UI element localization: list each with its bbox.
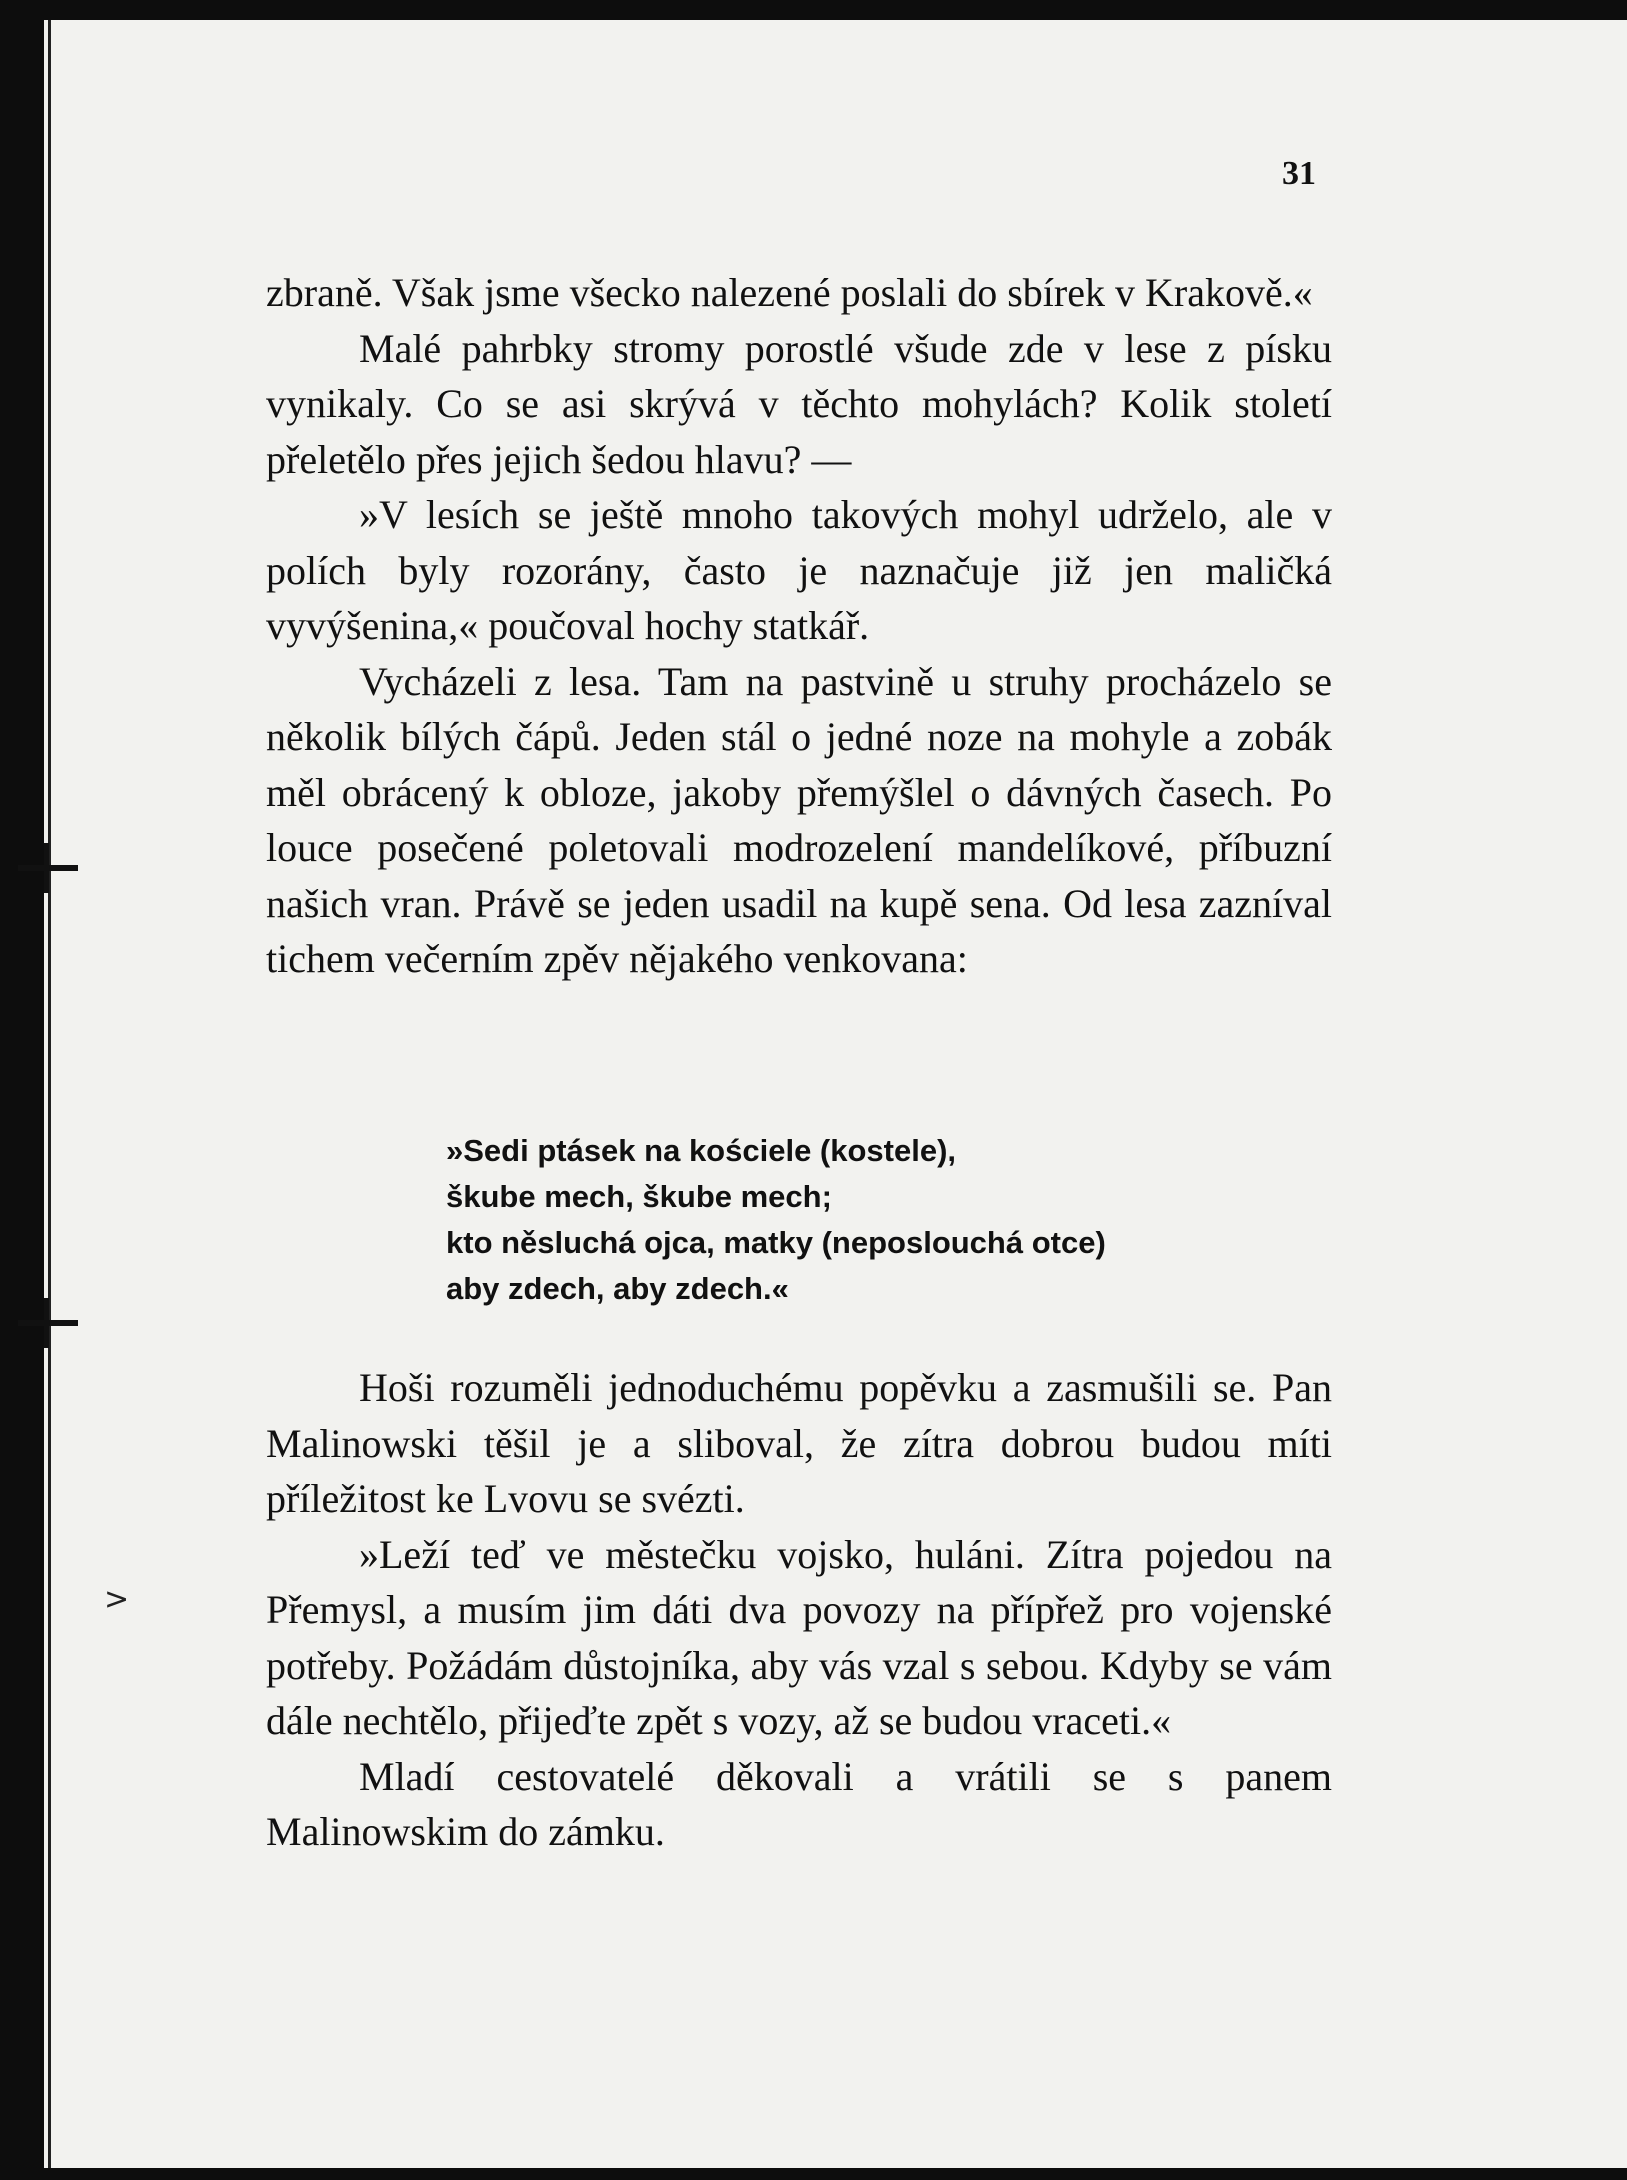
- binding-tick-mark: [18, 865, 78, 871]
- verse-line: »Sedi ptásek na kościele (kostele),: [446, 1133, 957, 1168]
- verse-line: kto něsluchá ojca, matky (neposlouchá otce): [446, 1225, 1106, 1260]
- paragraph: »Leží teď ve městečku vojsko, huláni. Zítra pojedou na Přemysl, a musím jim dáti dva povozy na přípřež pro vojenské potřeby. Požádám důstojníka, aby vás vzal s sebou. Kdyby se vám dále nechtělo, přijeďte zpět s vozy, až se budou vraceti.«: [266, 1531, 1332, 1743]
- verse-line: aby zdech, aby zdech.«: [446, 1271, 789, 1306]
- verse-line: škube mech, škube mech;: [446, 1179, 832, 1214]
- margin-annotation: >: [104, 1582, 130, 1617]
- paragraph: Vycházeli z lesa. Tam na pastvině u struhy procházelo se několik bílých čápů. Jeden stál o jedné noze na mohyle a zobák měl obrácený k obloze, jakoby přemýšlel o dávných časech. Po louce posečené poletovali modrozelení mandelíkové, příbuzní našich vran. Právě se jeden usadil na kupě sena. Od lesa zazníval tichem večerním zpěv nějakého venkovana:: [266, 658, 1332, 981]
- paragraph: Mladí cestovatelé děkovali a vrátili se s panem Malinowskim do zámku.: [266, 1753, 1332, 1854]
- folk-song-verse: [446, 1128, 1106, 1312]
- binding-edge: [48, 20, 51, 2168]
- paragraph: »V lesích se ještě mnoho takových mohyl udrželo, ale v polích byly rozorány, často je naznačuje již jen maličká vyvýšenina,« poučoval hochy statkář.: [266, 492, 1332, 648]
- page-number: 31: [1282, 155, 1316, 192]
- paragraph: zbraně. Však jsme všecko nalezené poslali do sbírek v Krakově.«: [266, 270, 1313, 315]
- paragraph: Malé pahrbky stromy porostlé všude zde v lese z písku vynikaly. Co se asi skrývá v těchto mohylách? Kolik století přeletělo přes jejich šedou hlavu? —: [266, 325, 1332, 482]
- paragraph: Hoši rozuměli jednoduchému popěvku a zasmušili se. Pan Malinowski těšil je a sliboval, že zítra dobrou budou míti příležitost ke Lvovu se svézti.: [266, 1365, 1332, 1521]
- body-text-bottom: [266, 1360, 1332, 1860]
- binding-tick-mark: [18, 1320, 78, 1326]
- body-text-top: [266, 265, 1332, 987]
